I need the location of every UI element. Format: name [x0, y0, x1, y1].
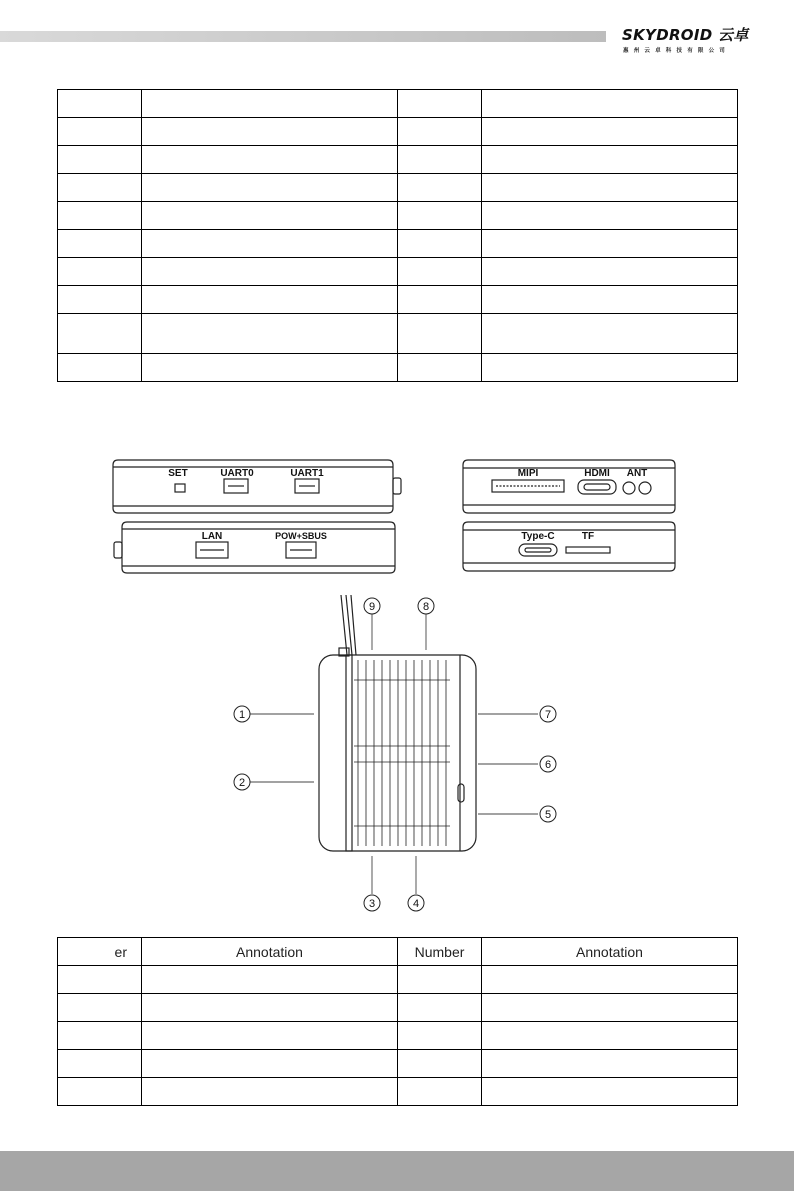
table-row [58, 1050, 738, 1078]
ant-connector [623, 482, 635, 494]
label-ant: ANT [626, 468, 648, 479]
company-name: 惠州云卓科技有限公司 [623, 48, 731, 54]
callout-num-2: 2 [238, 777, 246, 789]
table-row [58, 354, 738, 382]
callout-num-7: 7 [544, 709, 552, 721]
set-button [175, 484, 185, 492]
callout-num-6: 6 [544, 759, 552, 771]
label-uart0: UART0 [220, 468, 254, 479]
header-annotation-2: Annotation [482, 938, 738, 966]
brand-logo [622, 24, 762, 56]
table-row [58, 230, 738, 258]
table-row [58, 258, 738, 286]
brand-name: SKYDROID 云卓 [622, 26, 749, 44]
table-row [58, 90, 738, 118]
label-uart1: UART1 [290, 468, 324, 479]
label-pow-sbus: POW+SBUS [275, 531, 327, 541]
header-number: er [58, 938, 142, 966]
table-row [58, 994, 738, 1022]
table-row [58, 314, 738, 354]
label-type-c: Type-C [521, 531, 555, 542]
side-view-lan [114, 522, 395, 573]
callout-num-3: 3 [368, 898, 376, 910]
header-annotation: Annotation [142, 938, 398, 966]
header-number-2: Number [398, 938, 482, 966]
label-hdmi: HDMI [584, 468, 610, 479]
callout-num-4: 4 [412, 898, 420, 910]
side-view-uart [113, 460, 401, 513]
table-row [58, 202, 738, 230]
callout-num-5: 5 [544, 809, 552, 821]
label-lan: LAN [201, 531, 223, 542]
spec-table [57, 89, 738, 382]
callout-num-9: 9 [368, 601, 376, 613]
callout-num-8: 8 [422, 601, 430, 613]
device-diagram [0, 440, 794, 920]
label-set: SET [168, 468, 188, 479]
footer-bar [0, 1151, 794, 1191]
side-view-typec [463, 522, 675, 571]
table-row [58, 174, 738, 202]
header-bar [0, 31, 606, 42]
table-row [58, 118, 738, 146]
table-row [58, 1078, 738, 1106]
table-row [58, 146, 738, 174]
annotation-table [57, 937, 738, 1106]
table-row [58, 286, 738, 314]
table-row [58, 1022, 738, 1050]
device-top-view [319, 595, 476, 851]
label-mipi: MIPI [517, 468, 539, 479]
tf-slot [566, 547, 610, 553]
callout-num-1: 1 [238, 709, 246, 721]
label-tf: TF [581, 531, 595, 542]
table-row [58, 966, 738, 994]
table-header-row [58, 938, 738, 966]
